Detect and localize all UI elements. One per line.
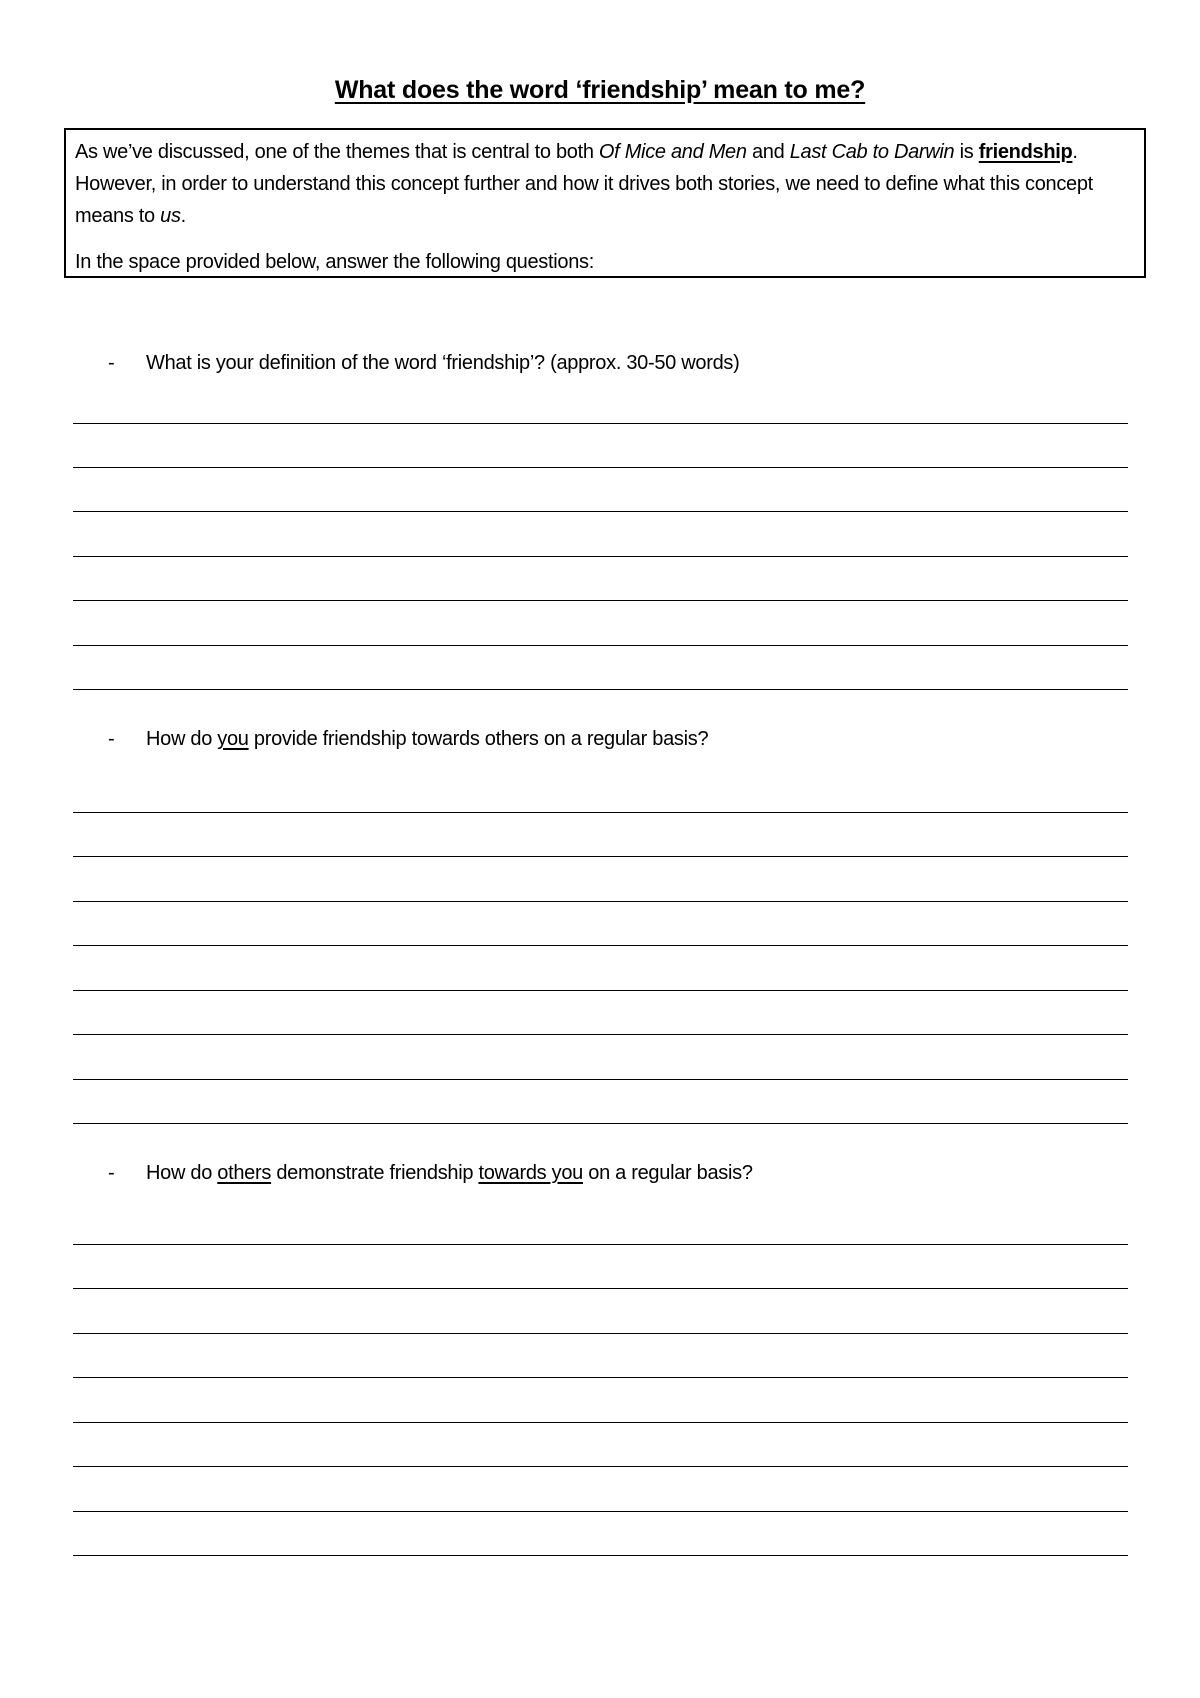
answer-line[interactable]	[73, 556, 1128, 557]
question-3-text	[146, 1162, 753, 1185]
instructions-text: and	[746, 141, 790, 163]
question-3-text-part: on a regular basis?	[583, 1162, 753, 1184]
answer-line[interactable]	[73, 1079, 1128, 1080]
instructions-text: .	[180, 205, 186, 227]
answer-line[interactable]	[73, 1333, 1128, 1334]
answer-line[interactable]	[73, 1288, 1128, 1289]
question-2-text-part: How do	[146, 728, 218, 750]
bullet-dash: -	[108, 352, 115, 374]
answer-line[interactable]	[73, 645, 1128, 646]
question-2-text-part: provide friendship towards others on a regular basis?	[248, 728, 709, 750]
question-3-text-part: How do	[146, 1162, 218, 1184]
keyword-friendship: friendship	[978, 141, 1073, 163]
book-title-last-cab-to-darwin: Last Cab to Darwin	[789, 141, 955, 163]
answer-line[interactable]	[73, 1377, 1128, 1378]
emphasis-towards-you: towards you	[478, 1162, 583, 1184]
instructions-text: . However, in order to understand this concept further and how it drives both stories, we need to define what this concept means to	[75, 141, 1093, 227]
answer-line[interactable]	[73, 1034, 1128, 1035]
instructions-paragraph	[75, 136, 1136, 232]
emphasis-us: us	[160, 205, 181, 227]
answer-line[interactable]	[73, 1555, 1128, 1556]
answer-line[interactable]	[73, 511, 1128, 512]
bullet-dash: -	[108, 1162, 115, 1184]
page-title: What does the word ‘friendship’ mean to me?	[334, 76, 866, 104]
answer-line[interactable]	[73, 1244, 1128, 1245]
emphasis-others: others	[217, 1162, 272, 1184]
answer-line[interactable]	[73, 901, 1128, 902]
answer-line[interactable]	[73, 600, 1128, 601]
answer-line[interactable]	[73, 1123, 1128, 1124]
question-2-text	[146, 728, 708, 751]
answer-line[interactable]	[73, 467, 1128, 468]
answer-line[interactable]	[73, 1511, 1128, 1512]
question-3-text-part: demonstrate friendship	[271, 1162, 479, 1184]
answer-line[interactable]	[73, 689, 1128, 690]
answer-line[interactable]	[73, 1466, 1128, 1467]
answer-line[interactable]	[73, 945, 1128, 946]
answer-line[interactable]	[73, 990, 1128, 991]
question-1-text: What is your definition of the word ‘friendship’? (approx. 30-50 words)	[146, 352, 740, 374]
instructions-text: is	[954, 141, 979, 163]
answer-line[interactable]	[73, 856, 1128, 857]
bullet-dash: -	[108, 728, 115, 750]
answer-line[interactable]	[73, 423, 1128, 424]
instructions-text: As we’ve discussed, one of the themes that is central to both	[75, 141, 599, 163]
instructions-prompt: In the space provided below, answer the following questions:	[75, 251, 595, 273]
answer-line[interactable]	[73, 812, 1128, 813]
book-title-of-mice-and-men: Of Mice and Men	[598, 141, 747, 163]
instructions-box	[64, 128, 1146, 278]
answer-line[interactable]	[73, 1422, 1128, 1423]
emphasis-you: you	[217, 728, 249, 750]
